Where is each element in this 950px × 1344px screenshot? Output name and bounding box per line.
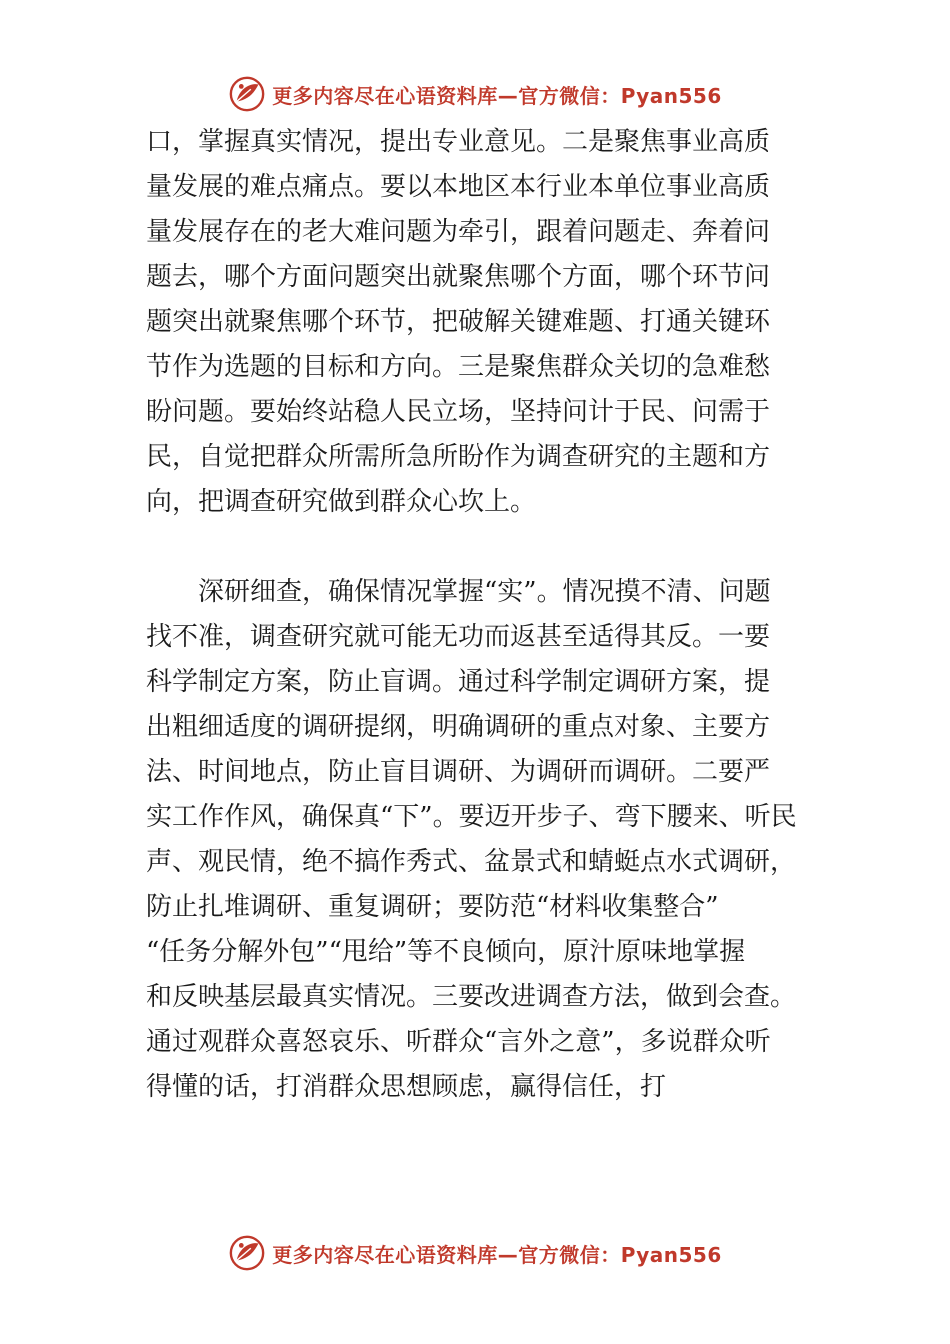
text-line: 法、时间地点，防止盲目调研、为调研而调研。二要严 — [146, 757, 771, 787]
text-line: 口，掌握真实情况，提出专业意见。二是聚焦事业高质 — [146, 127, 771, 157]
text-line: 节作为选题的目标和方向。三是聚焦群众关切的急难愁 — [146, 352, 771, 382]
text-line: 得懂的话，打消群众思想顾虑，赢得信任，打 — [146, 1072, 667, 1102]
watermark-text: 更多内容尽在心语资料库—官方微信：Pyan556 — [272, 1242, 722, 1267]
footer-watermark — [0, 1233, 950, 1273]
text-line: 题突出就聚焦哪个环节，把破解关键难题、打通关键环 — [146, 307, 771, 337]
text-line: 找不准，调查研究就可能无功而返甚至适得其反。一要 — [146, 622, 771, 652]
text-line: 深研细查，确保情况掌握“实”。情况摸不清、问题 — [146, 577, 771, 607]
paragraph-2 — [146, 570, 826, 1110]
document-body — [146, 120, 826, 1110]
header-watermark — [0, 74, 950, 114]
text-line: 和反映基层最真实情况。三要改进调查方法，做到会查。 — [146, 982, 797, 1012]
text-line: 通过观群众喜怒哀乐、听群众“言外之意”，多说群众听 — [146, 1027, 771, 1057]
text-line: 声、观民情，绝不搞作秀式、盆景式和蜻蜓点水式调研， — [146, 847, 797, 877]
text-line: 题去，哪个方面问题突出就聚焦哪个方面，哪个环节问 — [146, 262, 771, 292]
text-line: 量发展的难点痛点。要以本地区本行业本单位事业高质 — [146, 172, 771, 202]
text-line: 量发展存在的老大难问题为牵引，跟着问题走、奔着问 — [146, 217, 771, 247]
leaf-logo-icon — [228, 1234, 266, 1272]
text-line: 科学制定方案，防止盲调。通过科学制定调研方案，提 — [146, 667, 771, 697]
text-line: 向，把调查研究做到群众心坎上。 — [146, 487, 537, 517]
text-line: 民，自觉把群众所需所急所盼作为调查研究的主题和方 — [146, 442, 771, 472]
text-line: “任务分解外包”“甩给”等不良倾向，原汁原味地掌握 — [146, 937, 746, 967]
text-line: 防止扎堆调研、重复调研；要防范“材料收集整合” — [146, 892, 719, 922]
watermark-text: 更多内容尽在心语资料库—官方微信：Pyan556 — [272, 83, 722, 108]
text-line: 实工作作风，确保真“下”。要迈开步子、弯下腰来、听民 — [146, 802, 797, 832]
text-line: 盼问题。要始终站稳人民立场，坚持问计于民、问需于 — [146, 397, 771, 427]
paragraph-1 — [146, 120, 826, 525]
text-line: 出粗细适度的调研提纲，明确调研的重点对象、主要方 — [146, 712, 771, 742]
paragraph-gap — [146, 525, 826, 570]
leaf-logo-icon — [228, 75, 266, 113]
